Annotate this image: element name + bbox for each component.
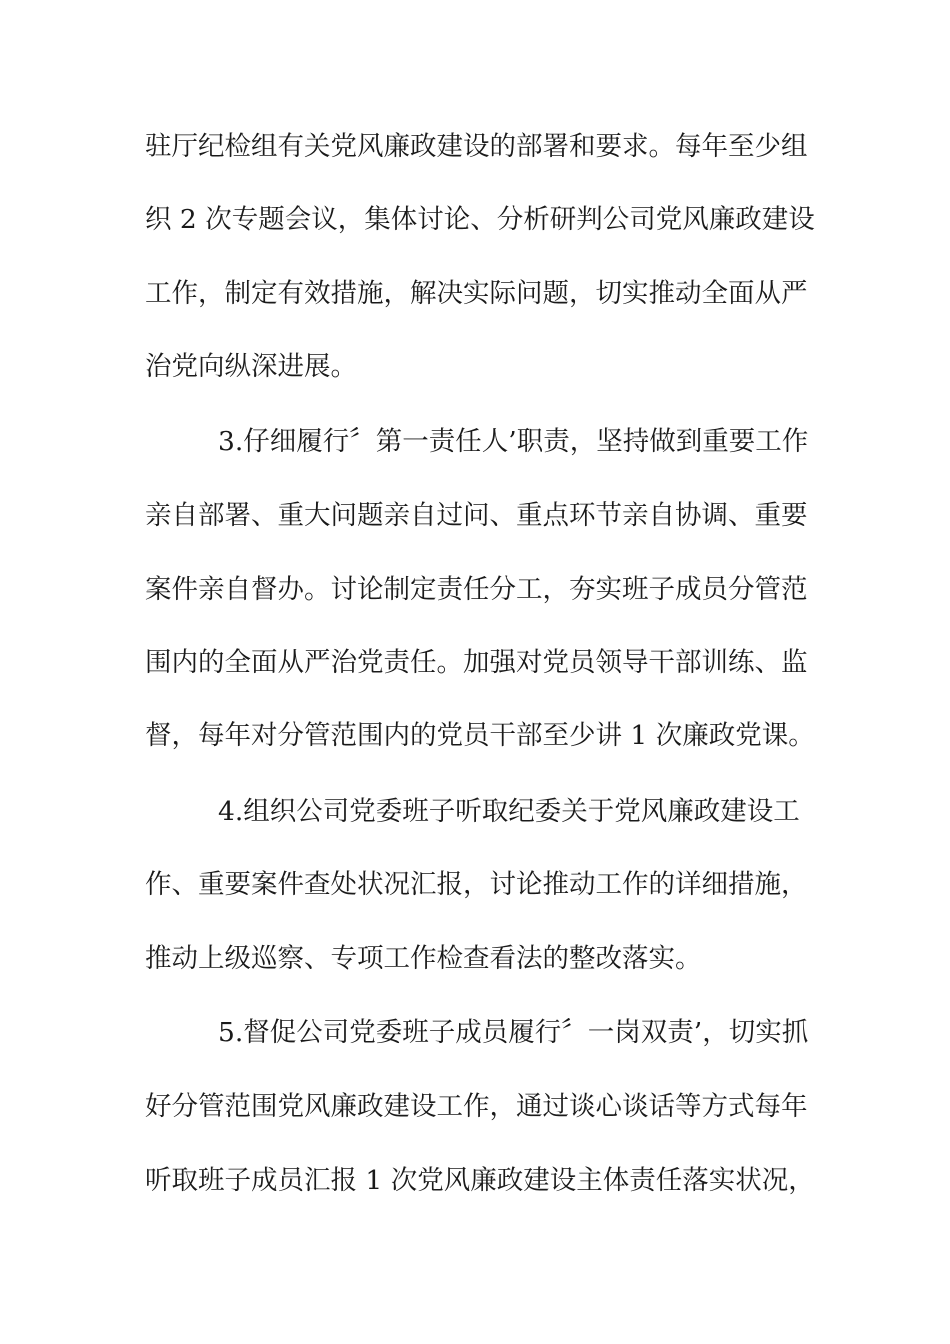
text-line-8: [0, 643, 950, 683]
text-line-14-content: 好分管范围党风廉政建设工作，通过谈心谈话等方式每年: [145, 1091, 808, 1122]
text-line-11: [0, 865, 950, 905]
text-line-1: [0, 127, 950, 167]
text-line-3-content: 工作，制定有效措施，解决实际问题，切实推动全面从严: [145, 278, 808, 309]
text-line-4: [0, 347, 950, 387]
text-line-15: [0, 1161, 950, 1201]
text-line-10: [0, 792, 950, 832]
text-line-7-content: 案件亲自督办。讨论制定责任分工，夯实班子成员分管范: [145, 574, 808, 605]
text-line-8-content: 围内的全面从严治党责任。加强对党员领导干部训练、监: [145, 647, 808, 678]
text-line-13: [0, 1013, 950, 1053]
text-line-3: [0, 274, 950, 314]
text-line-14: [0, 1087, 950, 1127]
text-line-11-content: 作、重要案件查处状况汇报，讨论推动工作的详细措施，: [145, 869, 808, 900]
text-line-12: [0, 939, 950, 979]
text-line-6-content: 亲自部署、重大问题亲自过问、重点环节亲自协调、重要: [145, 500, 808, 531]
text-line-9: [0, 716, 950, 756]
text-line-5: [0, 422, 950, 462]
text-line-10-content: 4.组织公司党委班子听取纪委关于党风廉政建设工: [218, 796, 800, 827]
text-line-9-content: 督，每年对分管范围内的党员干部至少讲 1 次廉政党课。: [145, 720, 815, 751]
text-line-12-content: 推动上级巡察、专项工作检查看法的整改落实。: [145, 943, 702, 974]
text-line-2: [0, 200, 950, 240]
text-line-15-content: 听取班子成员汇报 1 次党风廉政建设主体责任落实状况，: [145, 1165, 815, 1196]
text-line-1-content: 驻厅纪检组有关党风廉政建设的部署和要求。每年至少组: [145, 131, 808, 162]
text-line-4-content: 治党向纵深进展。: [145, 351, 357, 382]
text-line-13-content: 5.督促公司党委班子成员履行〞一岗双责’，切实抓: [218, 1017, 809, 1048]
text-line-5-content: 3.仔细履行〞第一责任人’职责，坚持做到重要工作: [218, 426, 809, 457]
text-line-7: [0, 570, 950, 610]
text-line-6: [0, 496, 950, 536]
text-line-2-content: 织 2 次专题会议，集体讨论、分析研判公司党风廉政建设: [145, 204, 815, 235]
